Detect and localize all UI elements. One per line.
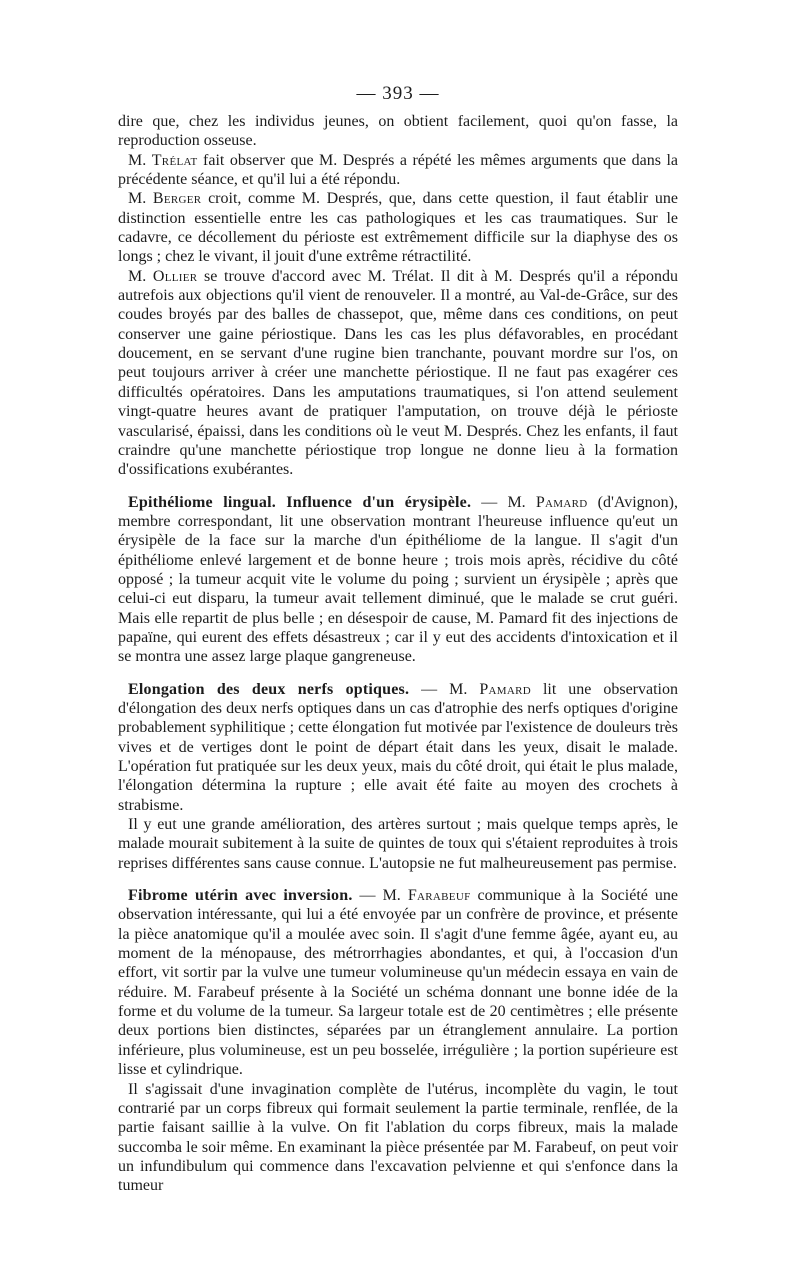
paragraph-continuation: dire que, chez les individus jeunes, on obtient facilement, quoi qu'on fasse, la reproduction osseuse. <box>118 113 678 150</box>
paragraph-text: lit une observation d'élongation des deux nerfs optiques dans un cas d'atrophie des nerfs optiques d'origine probablement syphilitique ; cette élongation fut motivée par l'existence de douleurs très vives et de vertiges dont le point de départ était dans les yeux, disait le malade. L'opération fut pratiquée sur les deux yeux, mais du côté droit, qui était le plus malade, l'élongation détermina la rupture ; elle avait été faite au moyen des crochets à strabisme. <box>118 680 678 814</box>
speaker-name: Ollier <box>152 267 198 285</box>
paragraph-ollier <box>118 267 678 480</box>
section-paragraph-2: Il s'agissait d'une invagination complète de l'utérus, incomplète du vagin, le tout contrarié par un corps fibreux qui formait seulement la partie terminale, renflée, de la partie faisant saillie à la vulve. On fit l'ablation du corps fibreux, mais la malade succomba le soir même. En examinant la pièce présentée par M. Farabeuf, on peut voir un infundibulum qui commence dans l'excavation pelvienne et qui s'enfonce dans la tumeur <box>118 1080 678 1195</box>
section-paragraph-2: Il y eut une grande amélioration, des artères surtout ; mais quelque temps après, le malade mourait subitement à la suite de quintes de toux qui s'étaient reproduites à trois reprises différentes sans cause connue. L'autopsie ne fut malheureusement pas permise. <box>118 816 678 872</box>
section-paragraph <box>118 493 678 667</box>
speaker-name: Pamard <box>535 493 588 511</box>
paragraph-berger <box>118 189 678 266</box>
speaker-name: Trélat <box>151 151 198 169</box>
section-fibrome <box>118 886 678 1196</box>
paragraph-text: croit, comme M. Després, que, dans cette question, il faut établir une distinction essentielle entre les cas pathologiques et les cas traumatiques. Sur le cadavre, ce décollement du périoste est extrêmement difficile sur la diaphyse des os longs ; chez le vivant, il jouit d'une extrême rétractilité. <box>118 190 678 266</box>
paragraph-text: se trouve d'accord avec M. Trélat. Il dit à M. Després qu'il a répondu autrefois aux objections qu'il vient de renouveler. Il a montré, au Val-de-Grâce, sur des coudes broyés par des balles de chassepot, que, même dans ces conditions, on peut conserver une gaine périostique. Dans les cas les plus défavorables, en procédant doucement, en se servant d'une rugine bien tranchante, pouvant mordre sur l'os, on peut toujours arriver à créer une manchette périostique. Il ne faut pas exagérer ces difficultés opératoires. Dans les amputations traumatiques, si l'on attend seulement vingt-quatre heures avant de pratiquer l'amputation, on trouve déjà le périoste vascularisé, épaissi, dans les conditions où le veut M. Després. Chez les enfants, il faut craindre qu'une manchette périostique trop longue ne donne lieu à la formation d'ossifications exubérantes. <box>118 267 678 479</box>
speaker-prefix: M. <box>128 267 153 285</box>
speaker-name: Farabeuf <box>407 887 471 905</box>
paragraph-text: (d'Avignon), membre correspondant, lit une observation montrant l'heureuse influence qu'eut un érysipèle de la face sur la marche d'un épithéliome de la langue. Il s'agit d'un épithéliome enlevé largement et de bonne heure ; trois mois après, récidive du côté opposé ; la tumeur acquit vite le volume du poing ; survient un érysipèle ; après que celui-ci eut disparu, la tumeur avait tellement diminué, que le malade se crut guéri. Mais elle repartit de plus belle ; en désespoir de cause, M. Pamard fit des injections de papaïne, qui eurent des effets désastreux ; car il y eut des accidents d'intoxication et il se montra une assez large plaque gangreneuse. <box>118 493 678 666</box>
section-dash: — M. <box>352 887 408 905</box>
section-dash: — M. <box>471 493 536 511</box>
page-number: — 393 — <box>356 83 440 104</box>
section-epitheliome <box>118 493 678 667</box>
section-title: Epithéliome lingual. Influence d'un érysipèle. <box>128 493 472 511</box>
paragraph-text: communique à la Société une observation intéressante, qui lui a été envoyée par un confrère de province, et présente la pièce anatomique qu'il a moulée avec soin. Il s'agit d'une femme âgée, ayant eu, au moment de la ménopause, des métrorrhagies abondantes, et qui, à l'occasion d'un effort, vit sortir par la vulve une tumeur volumineuse qu'un médecin essaya en vain de réduire. M. Farabeuf présente à la Société un schéma donnant une bonne idée de la forme et du volume de la tumeur. Sa largeur totale est de 20 centimètres ; elle présente deux portions bien distinctes, séparées par un étranglement annulaire. La portion inférieure, plus volumineuse, est un peu bosselée, irrégulière ; la portion supérieure est lisse et cylindrique. <box>118 887 678 1079</box>
speaker-prefix: M. <box>128 151 152 169</box>
section-title: Elongation des deux nerfs optiques. <box>128 680 410 698</box>
speaker-name: Pamard <box>479 680 531 698</box>
paragraph-trelat <box>118 151 678 190</box>
speaker-prefix: M. <box>128 190 153 208</box>
section-title: Fibrome utérin avec inversion. <box>128 887 353 905</box>
document-page <box>118 84 678 1196</box>
section-elongation <box>118 680 678 873</box>
paragraph-text: fait observer que M. Després a répété les mêmes arguments que dans la précédente séance, et qu'il lui a été répondu. <box>118 151 678 189</box>
section-paragraph <box>118 886 678 1079</box>
section-dash: — M. <box>409 680 480 698</box>
speaker-name: Berger <box>152 190 202 208</box>
section-paragraph <box>118 680 678 815</box>
